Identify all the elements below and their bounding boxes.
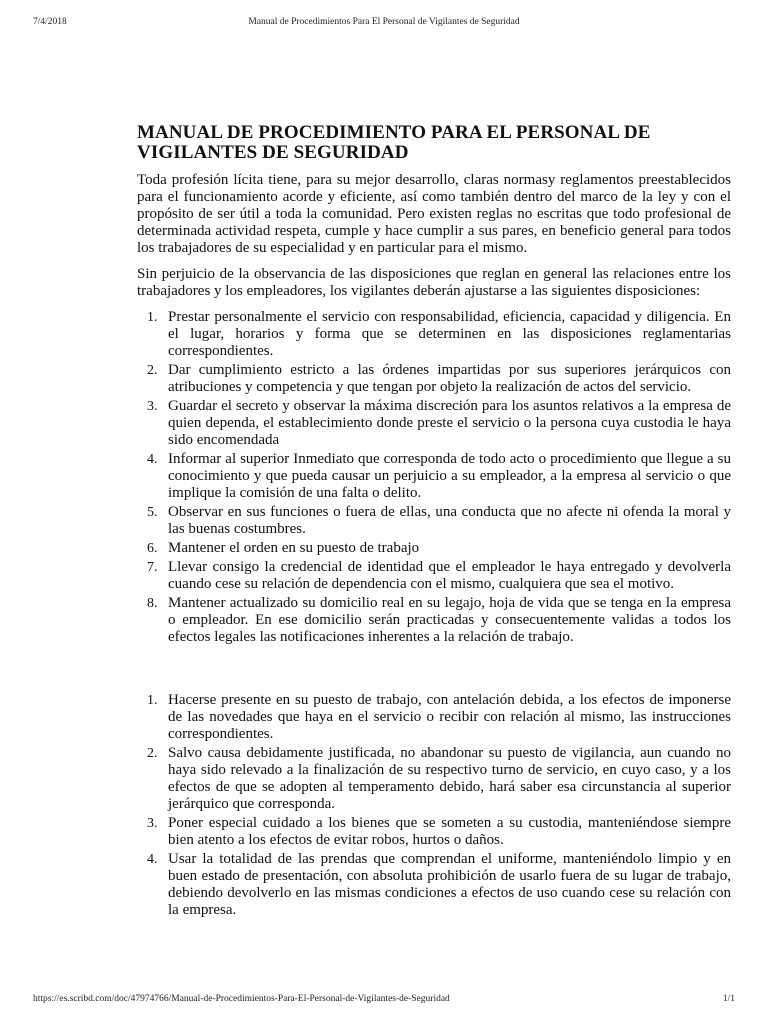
list-item-text: Dar cumplimiento estricto a las órdenes impartidas por sus superiores jerárquicos con atribuciones y competencia y que tengan por objeto la realización de actos del servicio. <box>168 362 731 395</box>
print-date: 7/4/2018 <box>33 17 67 27</box>
obligations-list <box>137 309 731 646</box>
list-item-number: 4. <box>147 852 158 867</box>
list-item-number: 2. <box>147 746 158 761</box>
list-item <box>137 595 731 646</box>
list-item <box>137 851 731 919</box>
list-item <box>137 745 731 813</box>
list-item-number: 4. <box>147 452 158 467</box>
list-item <box>137 504 731 538</box>
list-item-text: Salvo causa debidamente justificada, no abandonar su puesto de vigilancia, aun cuando no haya sido relevado a la finalización de su respectivo turno de servicio, en cuyo caso, y a los efectos de que se adopten al temperamento debido, hará saber esa circunstancia al superior jerárquico que corresponda. <box>168 745 731 812</box>
preamble-paragraph: Sin perjuicio de la observancia de las disposiciones que reglan en general las relaciones entre los trabajadores y los empleadores, los vigilantes deberán ajustarse a las siguientes disposiciones: <box>137 266 731 299</box>
list-item <box>137 692 731 743</box>
list-item-number: 1. <box>147 310 158 325</box>
document-title: MANUAL DE PROCEDIMIENTO PARA EL PERSONAL DE VIGILANTES DE SEGURIDAD <box>137 122 651 163</box>
list-item-number: 2. <box>147 363 158 378</box>
list-item <box>137 398 731 449</box>
list-item-text: Guardar el secreto y observar la máxima discreción para los asuntos relativos a la empresa de quien dependa, el establecimiento donde preste el servicio o la persona cuya custodia le haya sido encomendada <box>168 398 731 448</box>
print-footer <box>0 992 768 1006</box>
intro-paragraph: Toda profesión lícita tiene, para su mejor desarrollo, claras normasy reglamentos preestablecidos para el funcionamiento acorde y eficiente, así como también dentro del marco de la ley y con el propósito de ser útil a toda la comunidad. Pero existen reglas no escritas que todo profesional de determinada actividad respeta, cumple y hace cumplir a sus pares, en beneficio general para todos los trabajadores de su especialidad y en particular para el mismo. <box>137 172 731 256</box>
list-item-text: Prestar personalmente el servicio con responsabilidad, eficiencia, capacidad y diligencia. En el lugar, horarios y forma que se determinen en las disposiciones reglamentarias correspondientes. <box>168 309 731 359</box>
list-item-text: Observar en sus funciones o fuera de ellas, una conducta que no afecte ni ofenda la moral y las buenas costumbres. <box>168 504 731 537</box>
list-item-text: Poner especial cuidado a los bienes que se someten a su custodia, manteniéndose siempre bien atento a los efectos de evitar robos, hurtos o daños. <box>168 815 731 848</box>
list-item <box>137 540 731 557</box>
print-header <box>0 15 768 29</box>
list-item-number: 5. <box>147 505 158 520</box>
list-item <box>137 309 731 360</box>
list-item-text: Informar al superior Inmediato que corresponda de todo acto o procedimiento que llegue a su conocimiento y que pueda causar un perjuicio a su empleador, a la empresa al servicio o que implique la comisión de una falta o delito. <box>168 451 731 501</box>
list-item-text: Mantener actualizado su domicilio real en su legajo, hoja de vida que se tenga en la empresa o empleador. En ese domicilio serán practicadas y consecuentemente validas a todos los efectos legales las notificaciones inherentes a la relación de trabajo. <box>168 595 731 645</box>
list-item-number: 3. <box>147 816 158 831</box>
print-page-title: Manual de Procedimientos Para El Personal de Vigilantes de Seguridad <box>248 17 520 27</box>
list-item-text: Llevar consigo la credencial de identidad que el empleador le haya entregado y devolverla cuando cese su relación de dependencia con el mismo, cualquiera que sea el motivo. <box>168 559 731 592</box>
list-item-number: 6. <box>147 541 158 556</box>
list-item <box>137 451 731 502</box>
list-item <box>137 559 731 593</box>
list-item-text: Mantener el orden en su puesto de trabajo <box>168 540 420 556</box>
list-item-text: Usar la totalidad de las prendas que comprendan el uniforme, manteniéndolo limpio y en buen estado de presentación, con absoluta prohibición de usarlo fuera de su lugar de trabajo, debiendo devolverlo en las mismas condiciones a efectos de uso cuando cese su relación con la empresa. <box>168 851 731 918</box>
list-item-number: 3. <box>147 399 158 414</box>
print-url: https://es.scribd.com/doc/47974766/Manual-de-Procedimientos-Para-El-Personal-de-Vigilantes-de-Seguridad <box>33 994 450 1004</box>
list-item <box>137 815 731 849</box>
list-item-number: 8. <box>147 596 158 611</box>
list-item <box>137 362 731 396</box>
duties-list <box>137 692 731 919</box>
list-item-number: 7. <box>147 560 158 575</box>
document-body <box>137 123 731 921</box>
page-number: 1/1 <box>722 994 735 1004</box>
list-item-number: 1. <box>147 693 158 708</box>
list-item-text: Hacerse presente en su puesto de trabajo, con antelación debida, a los efectos de imponerse de las novedades que haya en el servicio o recibir con relación al mismo, las instrucciones correspondientes. <box>168 692 731 742</box>
